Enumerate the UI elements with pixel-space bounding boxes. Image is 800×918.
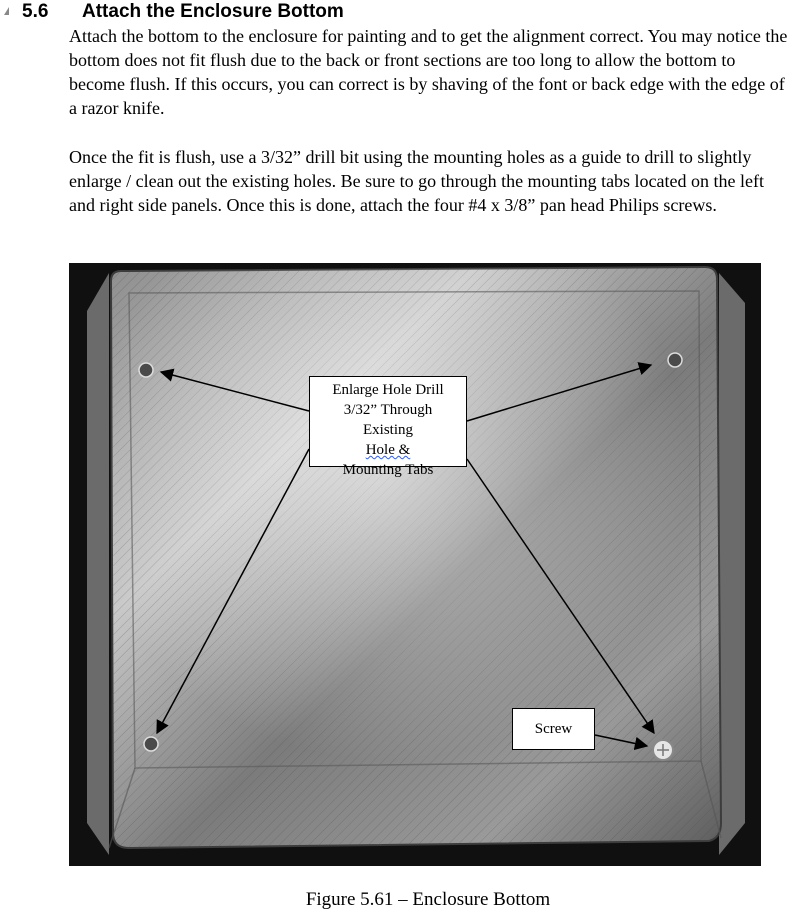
left-side-rail xyxy=(87,273,109,855)
callout-line-4: Mounting Tabs xyxy=(342,462,434,478)
spellcheck-flag: Hole & xyxy=(365,442,411,458)
callout-line-1: Enlarge Hole Drill xyxy=(332,382,444,398)
callout-screw: Screw xyxy=(512,708,595,750)
callout-enlarge-hole xyxy=(309,376,467,478)
enclosure-bottom-illustration xyxy=(69,263,761,866)
section-title: Attach the Enclosure Bottom xyxy=(82,1,344,22)
paragraph-attach-bottom: Attach the bottom to the enclosure for painting and to get the alignment correct. You may notice the bottom does not fit flush due to the back or front sections are too long to allow the bottom to become flush. If this occurs, you can correct is by shaving of the font or back edge with the edge of a razor knife. xyxy=(69,26,788,118)
right-side-rail xyxy=(719,273,745,855)
callout-line-2: 3/32” Through xyxy=(343,402,433,418)
figure-caption: Figure 5.61 – Enclosure Bottom xyxy=(305,889,551,910)
enclosure-bottom-photo xyxy=(69,263,761,866)
callout-line-3: Existing Hole & xyxy=(310,420,466,460)
mounting-hole-top-right xyxy=(668,353,682,367)
collapse-triangle-icon[interactable] xyxy=(4,7,9,15)
section-number: 5.6 xyxy=(22,1,49,22)
paragraph-drill-holes: Once the fit is flush, use a 3/32” drill bit using the mounting holes as a guide to drill to slightly enlarge / clean out the existing holes. Be sure to go through the mounting tabs located on the left and right side panels. Once this is done, attach the four #4 x 3/8” pan head Philips screws. xyxy=(69,147,765,215)
section-heading xyxy=(0,0,800,24)
mounting-hole-top-left xyxy=(139,363,153,377)
mounting-hole-bottom-left xyxy=(144,737,158,751)
